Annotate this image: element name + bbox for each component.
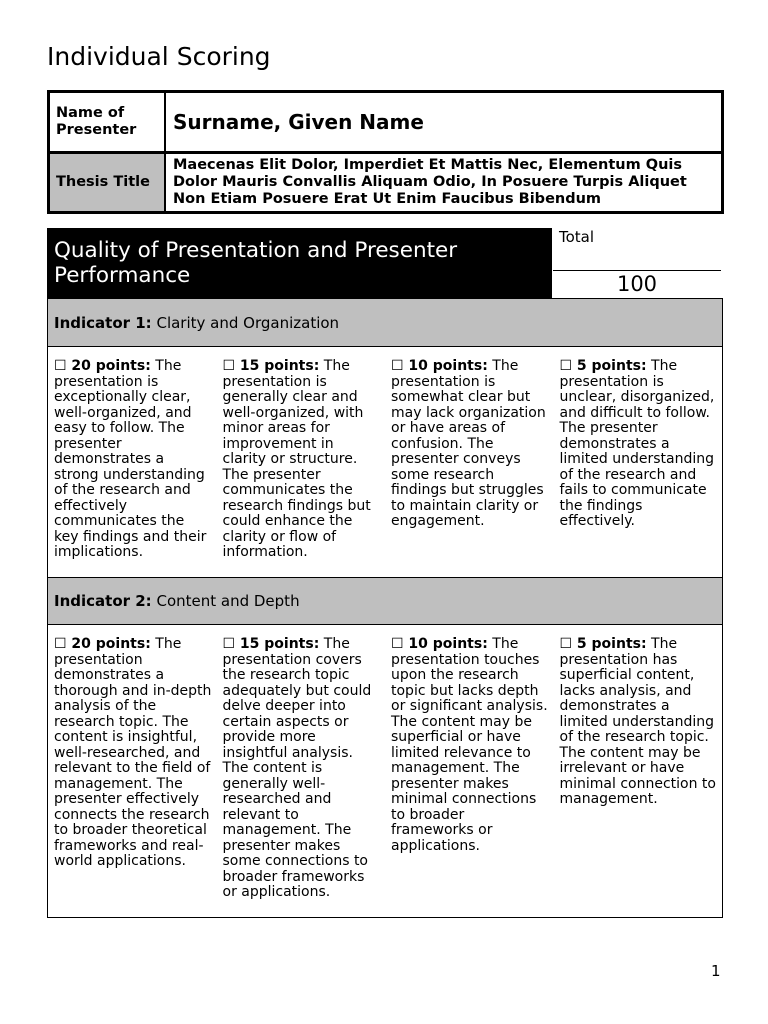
rubric-table <box>47 298 723 918</box>
total-label: Total <box>559 228 595 246</box>
score-description: The presentation is unclear, disorganized, and difficult to follow. The presenter demonstrates a limited understanding of the research and fails to communicate the findings effectively. <box>559 358 715 529</box>
total-value: 100 <box>616 272 658 296</box>
score-points[interactable]: ☐ 20 points: <box>54 358 151 374</box>
score-option[interactable] <box>554 347 723 577</box>
presenter-name-row <box>50 93 721 151</box>
score-option[interactable] <box>385 625 554 917</box>
presenter-name-label: Name of Presenter <box>50 93 166 151</box>
page-number: 1 <box>711 962 721 980</box>
score-option[interactable] <box>385 347 554 577</box>
score-description: The presentation is exceptionally clear, well-organized, and easy to follow. The presenter demonstrates a strong understanding of the research and effectively communicates the key findings and their implications. <box>54 358 207 560</box>
section-header: Quality of Presentation and Presenter Performance <box>47 228 552 298</box>
score-points[interactable]: ☐ 10 points: <box>391 636 488 652</box>
score-description: The presentation touches upon the research topic but lacks depth or significant analysis. The content may be superficial or have limited relevance to management. The presenter makes minimal connections to broader frameworks or applications. <box>391 636 548 854</box>
score-points[interactable]: ☐ 15 points: <box>222 636 320 652</box>
page-title: Individual Scoring <box>47 42 271 71</box>
presenter-info-table <box>47 90 724 214</box>
score-description: The presentation is generally clear and well-organized, with minor areas for improvement in clarity or structure. The presenter communicates the research findings but could enhance the clarity or flow of information. <box>222 358 371 560</box>
score-description: The presentation demonstrates a thorough and in-depth analysis of the research topic. The content is insightful, well-researched, and relevant to the field of management. The presenter effectively connects the research to broader theoretical frameworks and real-world applications. <box>54 636 212 869</box>
score-description: The presentation is somewhat clear but may lack organization or have areas of confusion. The presenter conveys some research findings but struggles to maintain clarity or engagement. <box>391 358 546 529</box>
score-points[interactable]: ☐ 5 points: <box>559 358 647 374</box>
score-points[interactable]: ☐ 20 points: <box>54 636 151 652</box>
indicator-name: Content and Depth <box>156 592 300 610</box>
thesis-title-value: Maecenas Elit Dolor, Imperdiet Et Mattis Nec, Elementum Quis Dolor Mauris Convallis Aliquam Odio, In Posuere Turpis Aliquet Non Etiam Posuere Erat Ut Enim Faucibus Bibendum <box>173 157 687 207</box>
score-option[interactable] <box>217 625 386 917</box>
indicator-label: Indicator 2: <box>54 592 152 610</box>
score-option[interactable] <box>48 347 217 577</box>
score-points[interactable]: ☐ 10 points: <box>391 358 488 374</box>
indicator-label: Indicator 1: <box>54 313 152 332</box>
thesis-title-row <box>50 151 721 211</box>
score-description: The presentation has superficial content, lacks analysis, and demonstrates a limited understanding of the research topic. The content may be irrelevant or have minimal connection to management. <box>559 636 716 807</box>
indicator-name: Clarity and Organization <box>156 313 340 332</box>
indicator-header <box>48 577 722 624</box>
score-option[interactable] <box>554 625 723 917</box>
indicator-levels <box>48 624 722 917</box>
total-divider <box>553 270 721 271</box>
indicator-levels <box>48 346 722 577</box>
thesis-title-label: Thesis Title <box>50 154 166 211</box>
score-description: The presentation covers the research topic adequately but could delve deeper into certain aspects or provide more insightful analysis. The content is generally well-researched and relevant to management. The presenter makes some connections to broader frameworks or applications. <box>222 636 372 900</box>
score-option[interactable] <box>48 625 217 917</box>
presenter-name-value: Surname, Given Name <box>173 110 424 134</box>
indicator-header <box>48 299 722 346</box>
score-points[interactable]: ☐ 5 points: <box>559 636 647 652</box>
score-points[interactable]: ☐ 15 points: <box>222 358 320 374</box>
score-option[interactable] <box>217 347 386 577</box>
